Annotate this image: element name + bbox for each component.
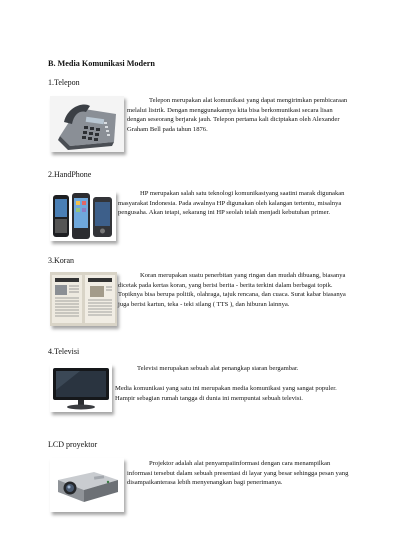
document-title: B. Media Komunikasi Modern bbox=[48, 59, 155, 68]
mobile-phones-icon bbox=[50, 191, 116, 241]
heading-lcd-proyektor: LCD proyektor bbox=[48, 440, 98, 449]
paragraph-televisi-2: Media komunikasi yang satu ini merupakan media komunikasi yang sangat populer. Hampir sebagian rumah tangga di dunia ini mempuntai sebuah televisi. bbox=[115, 385, 337, 402]
heading-handphone: 2.HandPhone bbox=[48, 170, 92, 179]
paragraph-lcd-proyektor: Projektor adalah alat penyampaiinformasi dengan cara menampilkan informasi tersebut dalam sebuah presentasi di layar yang besar sehingga pesan yang disampaikanterasa lebih menyenangkan bagi penerimanya. bbox=[127, 460, 349, 487]
flat-television-icon bbox=[50, 364, 112, 412]
paragraph-koran: Koran merupakan suatu penerbitan yang ringan dan mudah dibuang, biasanya dicetak pada kertas koran, yang berisi berita - berita terkini dalam berbagai topik. Topiknya bisa berupa politik, olahraga, tajuk rencana, dan cuaca. Surat kabar biasanya juga berisi kartun, teka - teki silang ( TTS ), dan hiburan lainnya. bbox=[118, 272, 346, 308]
paragraph-televisi-1: Televisi merupakan sebuah alat penangkap siaran bergambar. bbox=[137, 365, 299, 372]
heading-telepon: 1.Telepon bbox=[48, 78, 80, 87]
heading-televisi: 4.Televisi bbox=[48, 347, 80, 356]
projector-icon bbox=[50, 458, 124, 512]
paragraph-telepon: Telepon merupakan alat komunikasi yang dapat mengirimkan pembicaraan melalui listrik. Dengan menggunakannya kita bisa berkomunikasi secara lisan dengan seseorang berjarak jauh. Telepon pertama kali diciptakan oleh Alexander Graham Bell pada tahun 1876. bbox=[127, 97, 348, 133]
desk-telephone-icon bbox=[50, 96, 124, 152]
newspaper-icon bbox=[50, 272, 117, 326]
heading-koran: 3.Koran bbox=[48, 256, 74, 265]
paragraph-handphone: HP merupakan salah satu teknologi komunikasiyang saatini marak digunakan masyarakat Indonesia. Pada awalnya HP digunakan oleh kalangan tertentu, misalnya pengusaha. Akan tetapi, sekarang ini HP seolah telah menjadi kebutuhan primer. bbox=[118, 190, 345, 217]
